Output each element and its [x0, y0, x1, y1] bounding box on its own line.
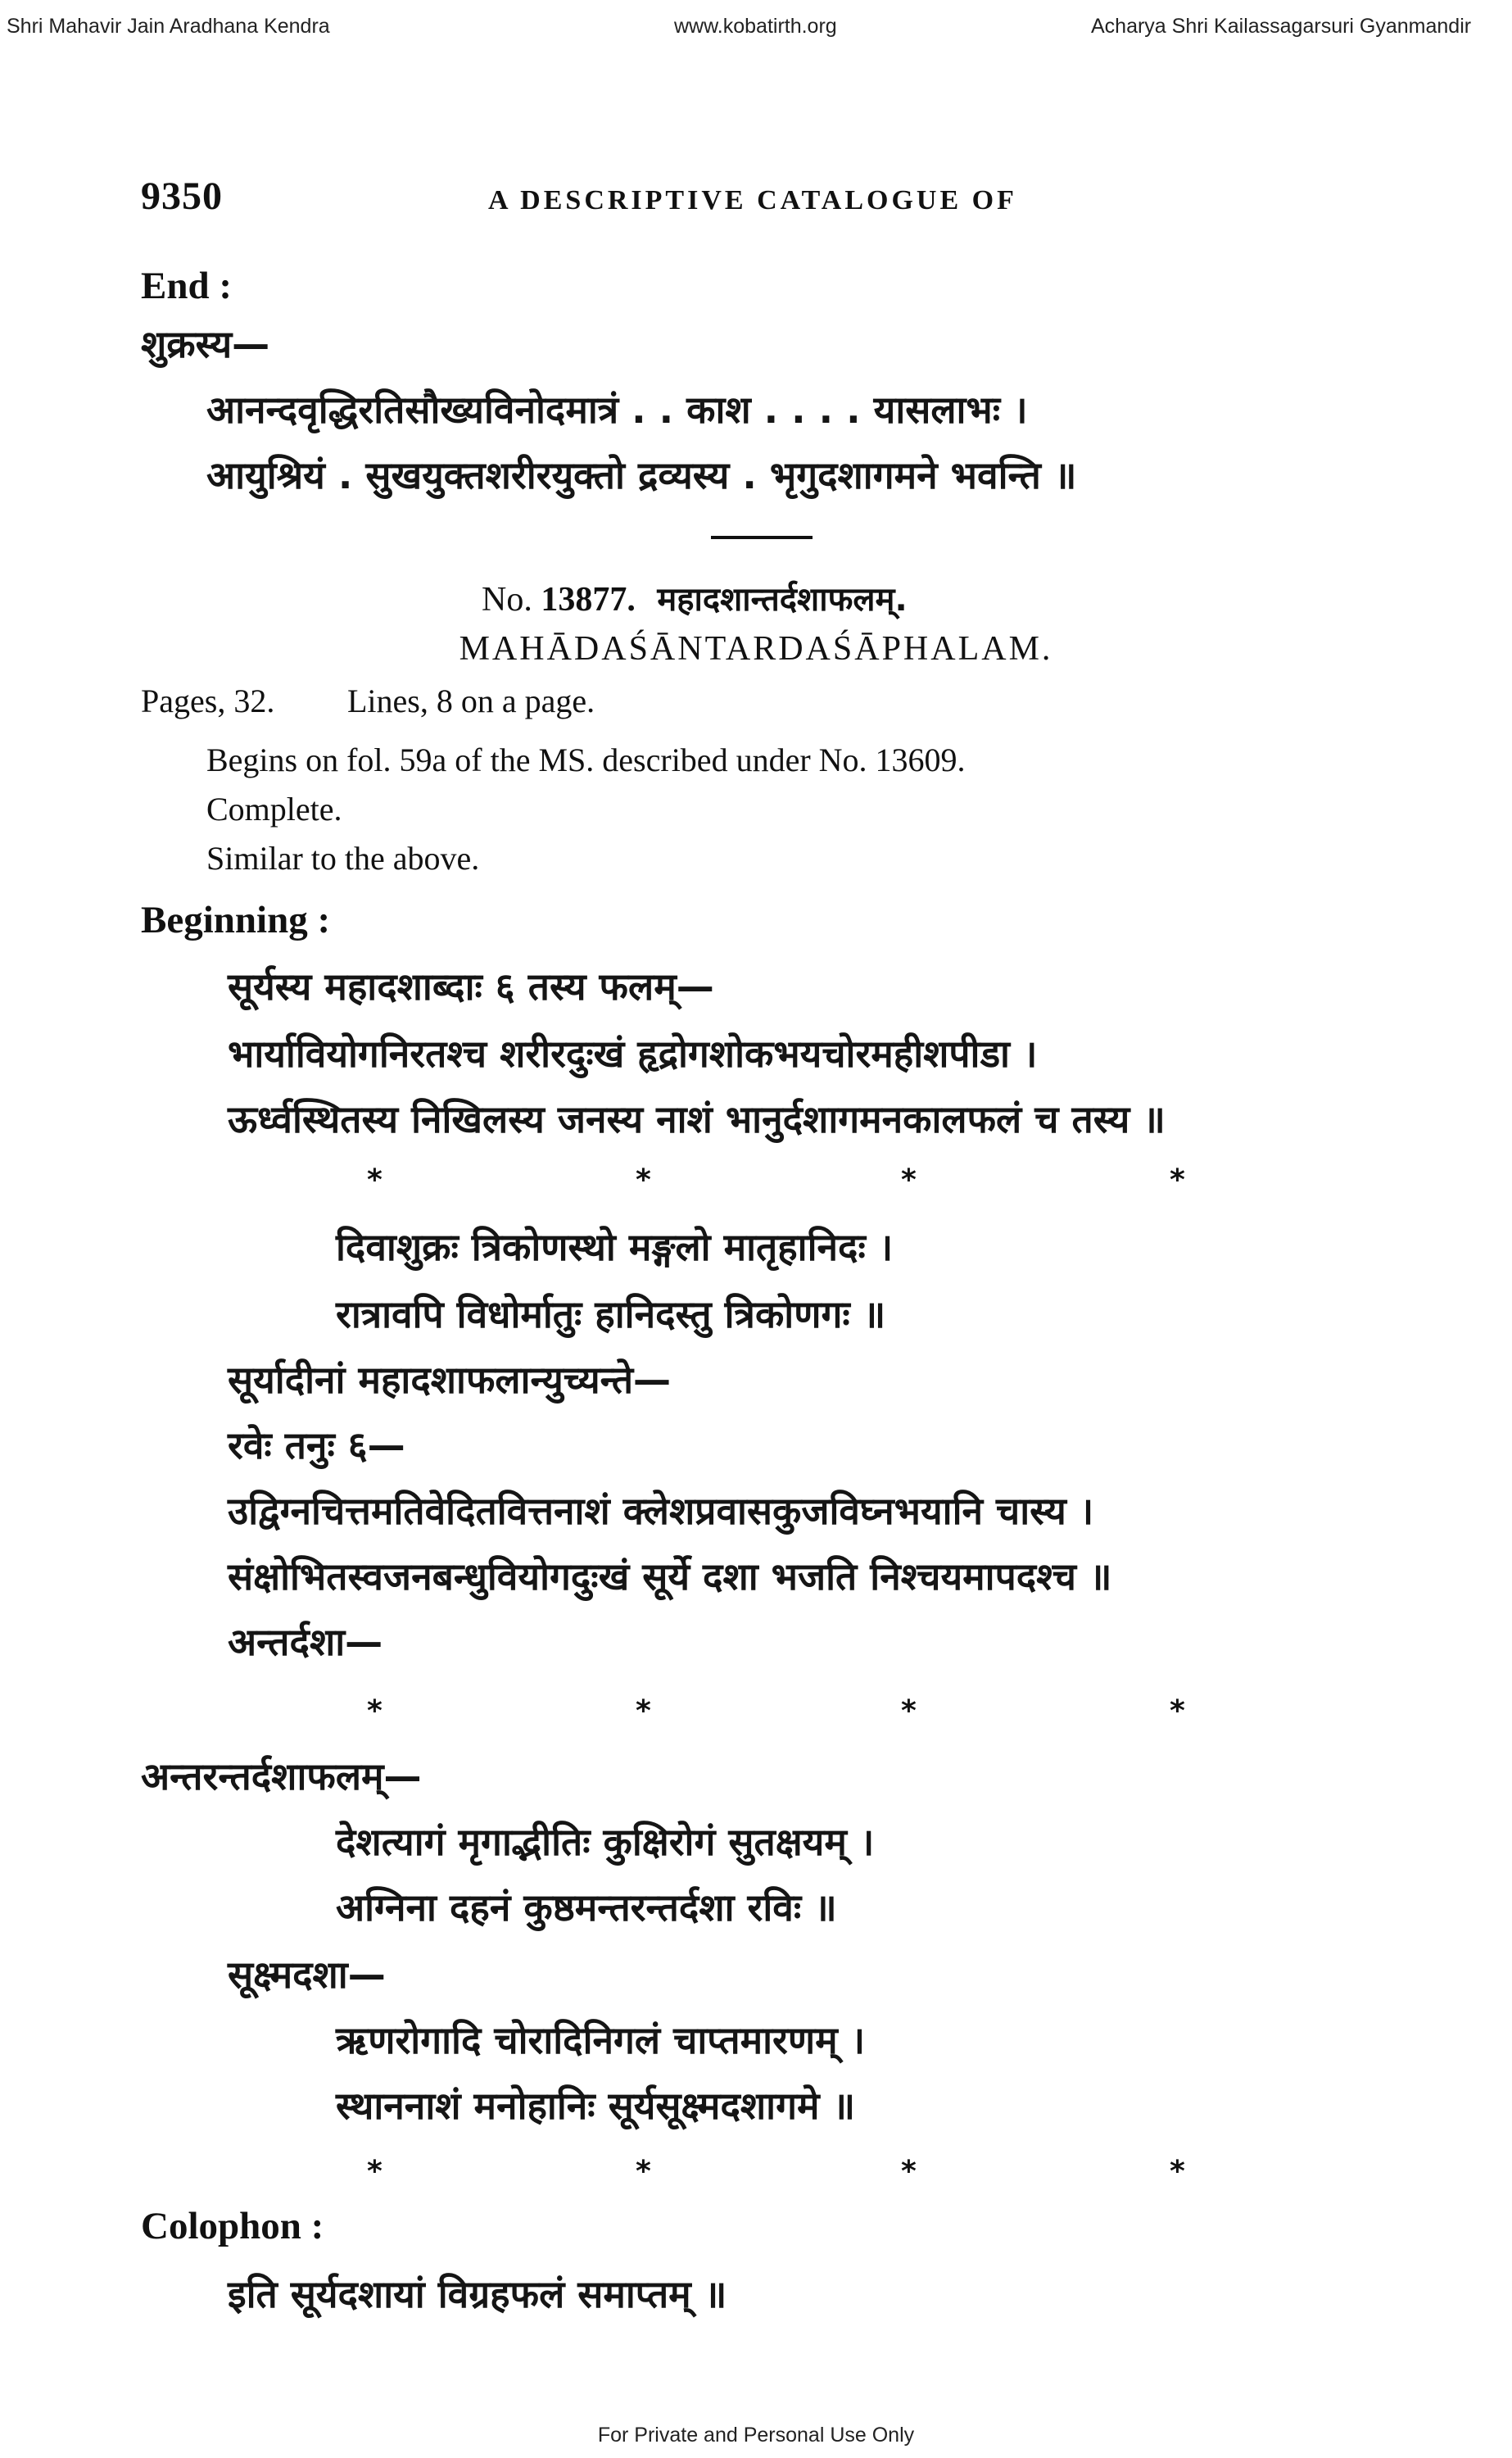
watermark-center: www.kobatirth.org: [674, 15, 837, 38]
end-line: आयुश्रियं . सुखयुक्तशरीरयुक्तो द्रव्यस्य . भृगुदशागमने भवन्ति ॥: [206, 453, 1077, 497]
watermark-left: Shri Mahavir Jain Aradhana Kendra: [7, 15, 330, 38]
entry-number: 13877.: [541, 581, 636, 619]
colophon-label: Colophon :: [141, 2205, 324, 2247]
beginning-line: अन्तर्दशा—: [228, 1620, 383, 1664]
entry-number-line: [482, 575, 908, 620]
page-number: 9350: [141, 175, 223, 218]
beginning-line: सूर्यस्य महादशाब्दाः ६ तस्य फलम्—: [228, 964, 714, 1009]
verse-line: ऋणरोगादि चोरादिनिगलं चाप्तमारणम् ।: [336, 2018, 866, 2062]
entry-pages: Pages, 32.: [141, 683, 275, 719]
separator-star: *: [367, 1694, 383, 1728]
beginning-line: सूर्यादीनां महादशाफलान्युच्यन्ते—: [228, 1358, 672, 1402]
verse-line: देशत्यागं मृगाद्भीतिः कुक्षिरोगं सुतक्षयम् ।: [336, 1820, 875, 1864]
end-line: आनन्दवृद्धिरतिसौख्यविनोदमात्रं . . काश . . . . यासलाभः ।: [206, 388, 1028, 432]
separator-star: *: [901, 1694, 917, 1728]
antar-label: अन्तरन्तर्दशाफलम्—: [141, 1754, 422, 1798]
separator-stars: [0, 1694, 1512, 1727]
footer-note: For Private and Personal Use Only: [597, 2424, 915, 2447]
separator-star: *: [901, 2155, 917, 2188]
beginning-line: संक्षोभितस्वजनबन्धुवियोगदुःखं सूर्ये दशा भजति निश्चयमापदश्च ॥: [228, 1554, 1112, 1599]
entry-title-devanagari: महादशान्तर्दशाफलम्.: [657, 581, 908, 619]
separator-star: *: [636, 2155, 651, 2188]
verse-line: स्थाननाशं मनोहानिः सूर्यसूक्ष्मदशागमे ॥: [336, 2084, 856, 2128]
separator-star: *: [367, 2155, 383, 2188]
separator-stars: [0, 2155, 1512, 2188]
entry-lines: Lines, 8 on a page.: [347, 683, 595, 719]
separator-star: *: [636, 1694, 651, 1728]
beginning-line: उद्विग्नचित्तमतिवेदितवित्तनाशं क्लेशप्रवासकुजविघ्नभयानि चास्य ।: [228, 1489, 1094, 1533]
sukshma-label: सूक्ष्मदशा—: [228, 1952, 386, 1997]
running-title: A DESCRIPTIVE CATALOGUE OF: [488, 185, 1017, 215]
entry-note: Complete.: [206, 791, 342, 828]
colophon-text: इति सूर्यदशायां विग्रहफलं समाप्तम् ॥: [228, 2272, 727, 2316]
verse-line: दिवाशुक्रः त्रिकोणस्थो मङ्गलो मातृहानिदः ।: [336, 1225, 894, 1269]
section-divider: [711, 536, 813, 539]
entry-note: Similar to the above.: [206, 840, 480, 877]
beginning-label: Beginning :: [141, 899, 331, 941]
entry-number-prefix: No.: [482, 581, 532, 619]
end-label: End :: [141, 265, 233, 307]
separator-star: *: [636, 1163, 651, 1197]
beginning-line: रवेः तनुः ६—: [228, 1423, 405, 1467]
beginning-line: भार्यावियोगनिरतश्च शरीरदुःखं हृद्रोगशोकभयचोरमहीशपीडा ।: [228, 1032, 1038, 1076]
end-line: शुक्रस्य—: [141, 322, 270, 366]
beginning-line: ऊर्ध्वस्थितस्य निखिलस्य जनस्य नाशं भानुर्दशागमनकालफलं च तस्य ॥: [228, 1097, 1166, 1141]
entry-title-roman: MAHĀDAŚĀNTARDAŚĀPHALAM.: [459, 630, 1053, 668]
separator-stars: [0, 1163, 1512, 1196]
separator-star: *: [367, 1163, 383, 1197]
separator-star: *: [901, 1163, 917, 1197]
separator-star: *: [1170, 1694, 1185, 1728]
watermark-right: Acharya Shri Kailassagarsuri Gyanmandir: [1091, 15, 1472, 38]
verse-line: रात्रावपि विधोर्मातुः हानिदस्तु त्रिकोणगः ॥: [336, 1292, 886, 1336]
entry-note: Begins on fol. 59a of the MS. described under No. 13609.: [206, 741, 966, 778]
verse-line: अग्निना दहनं कुष्ठमन्तरन्तर्दशा रविः ॥: [336, 1885, 837, 1930]
separator-star: *: [1170, 1163, 1185, 1197]
separator-star: *: [1170, 2155, 1185, 2188]
